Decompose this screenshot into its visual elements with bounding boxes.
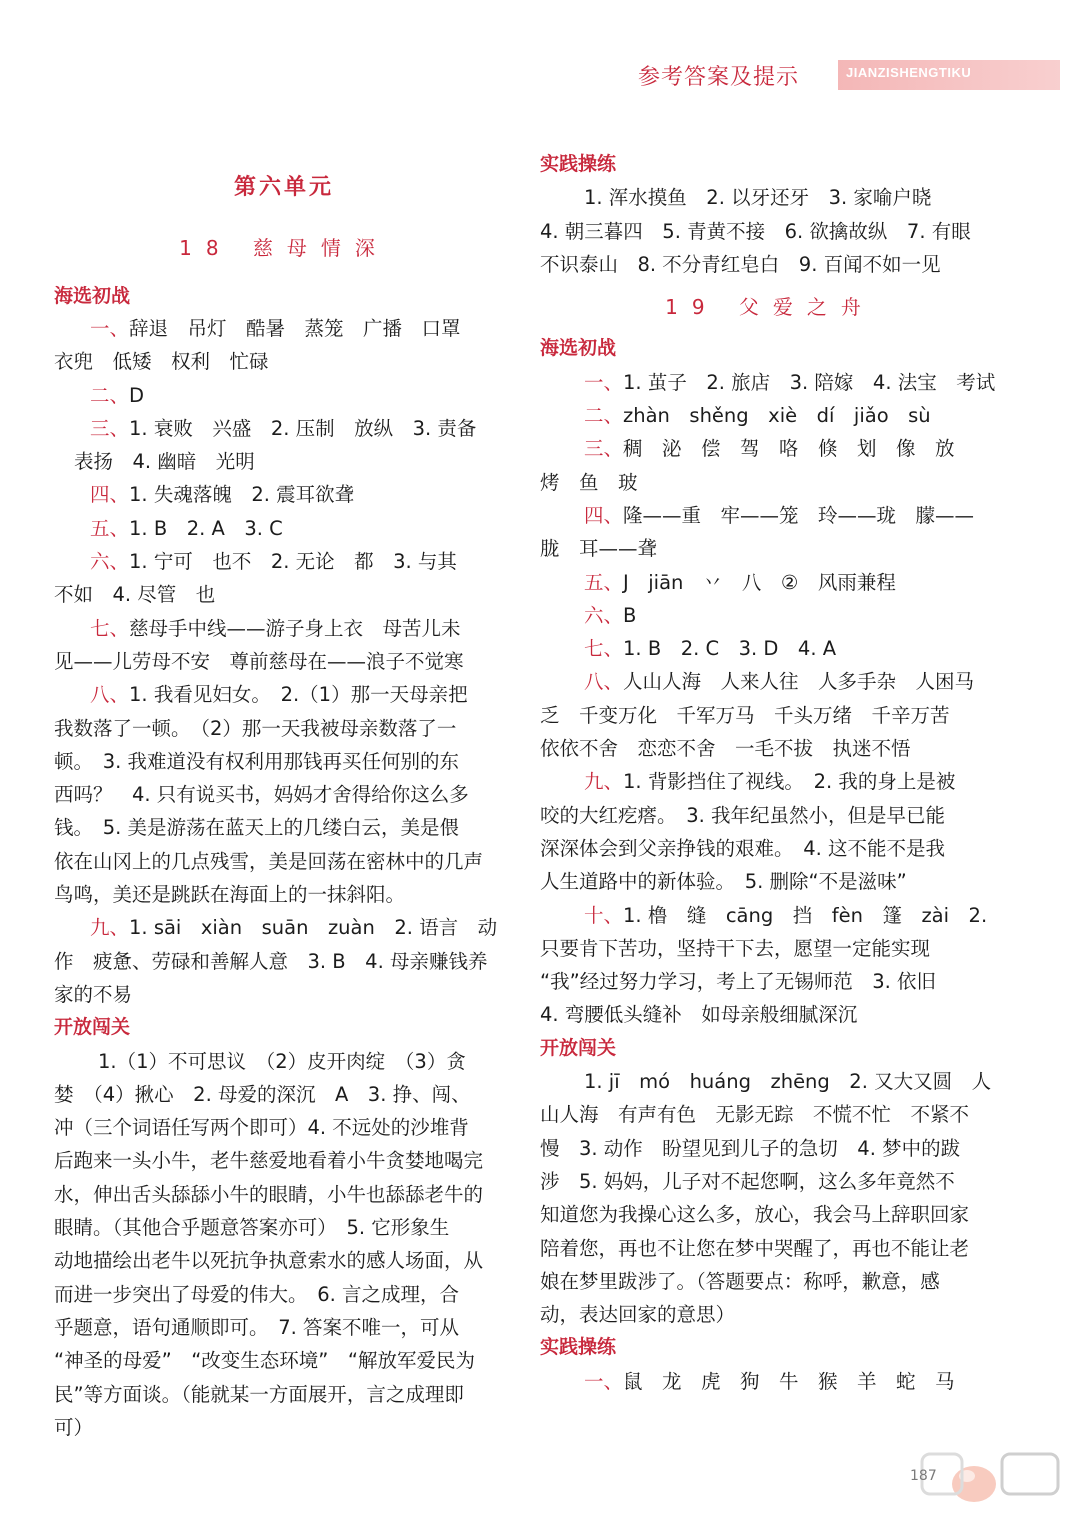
answer-line: 三、稠 泌 偿 驾 咯 倏 划 像 放 — [584, 437, 955, 461]
answer-line: 九、1. sāi xiàn suān zuàn 2. 语言 动 — [90, 916, 498, 940]
answer-line: 乎题意，语句通顺即可。 7. 答案不唯一，可从 — [54, 1315, 460, 1339]
lesson-19-title: 19 父爱之舟 — [665, 295, 875, 320]
answer-line: 一、1. 茧子 2. 旅店 3. 陪嫁 4. 法宝 考试 — [584, 370, 996, 394]
answer-line: 见——儿劳母不安 尊前慈母在——浪子不觉寒 — [54, 649, 464, 673]
answer-line: 二、D — [90, 383, 145, 407]
answer-line: 1.（1）不可思议 （2）皮开肉绽 （3）贪 — [98, 1049, 466, 1073]
answer-line: 五、1. B 2. A 3. C — [90, 516, 283, 540]
header-title: 参考答案及提示 — [638, 65, 800, 90]
answer-line: 而进一步突出了母爱的伟大。 6. 言之成理，合 — [54, 1282, 460, 1306]
answer-line: 陪着您，再也不让您在梦中哭醒了，再也不能让老 — [540, 1236, 970, 1260]
answer-line: 家的不易 — [54, 982, 133, 1006]
answer-line: 人生道路中的新体验。 5. 删除“不是滋味” — [540, 870, 907, 894]
answer-line: 乏 千变万化 千军万马 千头万绪 千辛万苦 — [540, 703, 950, 727]
page-header — [0, 58, 1080, 92]
left-section-heading-2: 开放闯关 — [54, 1016, 131, 1039]
lesson-18-title: 18 慈母情深 — [179, 236, 389, 260]
answer-line: 七、1. B 2. C 3. D 4. A — [584, 637, 837, 661]
answer-line: 涉 5. 妈妈，儿子对不起您啊，这么多年竟然不 — [540, 1169, 955, 1193]
answer-line: 咬的大红疙瘩。 3. 我年纪虽然小，但是早已能 — [540, 803, 946, 827]
answer-line: 四、1. 失魂落魄 2. 震耳欲聋 — [90, 483, 355, 507]
left-column — [54, 312, 514, 1444]
right-column — [540, 148, 1000, 1398]
answer-line: 表扬 4. 幽暗 光明 — [74, 450, 255, 474]
answer-line: 作 疲惫、劳碌和善解人意 3. B 4. 母亲赚钱养 — [54, 949, 488, 973]
answer-line: “神圣的母爱” “改变生态环境” “解放军爱民为 — [54, 1349, 476, 1373]
answer-line: 一、鼠 龙 虎 狗 牛 猴 羊 蛇 马 — [584, 1369, 955, 1393]
unit-title: 第六单元 — [233, 175, 334, 200]
answer-line: 六、1. 宁可 也不 2. 无论 都 3. 与其 — [90, 550, 457, 574]
answer-line: 八、人山人海 人来人往 人多手杂 人困马 — [584, 670, 975, 694]
answer-line: 六、B — [584, 603, 637, 627]
answer-line: 九、1. 背影挡住了视线。 2. 我的身上是被 — [584, 770, 956, 794]
right-section-heading-4: 实践操练 — [540, 1336, 617, 1359]
answer-line: 水，伸出舌头舔舔小牛的眼睛，小牛也舔舔老牛的 — [54, 1182, 484, 1206]
answer-line: 五、J jiān 丷 八 ② 风雨兼程 — [584, 570, 896, 594]
right-section-heading-2: 海选初战 — [540, 337, 617, 360]
header-band-text: JIANZISHENGTIKU — [846, 65, 972, 80]
answer-line: 依依不舍 恋恋不舍 一毛不拔 执迷不悟 — [540, 737, 911, 761]
answer-line: 西吗？ 4. 只有说买书，妈妈才舍得给你这么多 — [54, 783, 469, 807]
answer-line: 衣兜 低矮 权利 忙碌 — [54, 350, 269, 374]
answer-line: “我”经过努力学习，考上了无锡师范 3. 依旧 — [540, 970, 937, 994]
answer-line: 二、zhàn shěng xiè dí jiǎo sù — [584, 404, 931, 428]
answer-line: 七、慈母手中线——游子身上衣 母苦儿未 — [90, 616, 461, 640]
right-section-heading-3: 开放闯关 — [540, 1036, 617, 1059]
answer-line: 只要肯下苦功，坚持干下去，愿望一定能实现 — [540, 936, 931, 960]
right-section-heading-1: 实践操练 — [540, 153, 617, 175]
answer-line: 娘在梦里跋涉了。（答题要点：称呼，歉意，感 — [540, 1269, 940, 1293]
answer-line: 顿。 3. 我难道没有权利用那钱再买任何别的东 — [54, 749, 460, 773]
answer-line: 十、1. 橹 缝 cāng 挡 fèn 篷 zài 2. — [584, 903, 988, 927]
answer-line: 烤 鱼 玻 — [540, 470, 638, 494]
answer-line: 动地描绘出老牛以死抗争执意索水的感人场面，从 — [54, 1249, 484, 1273]
answer-line: 四、隆——重 牢——笼 玲——珑 朦—— — [584, 503, 975, 527]
answer-line: 4. 弯腰低头缝补 如母亲般细腻深沉 — [540, 1003, 858, 1027]
answer-line: 山人海 有声有色 无影无踪 不慌不忙 不紧不 — [540, 1103, 970, 1127]
answer-line: 民”等方面谈。（能就某一方面展开，言之成理即 — [54, 1382, 464, 1406]
answer-line: 1. jī mó huáng zhēng 2. 又大又圆 人 — [584, 1070, 992, 1094]
answer-line: 不如 4. 尽管 也 — [54, 583, 216, 607]
answer-line: 胧 耳——聋 — [540, 537, 658, 561]
left-section-heading-1: 海选初战 — [54, 285, 131, 307]
page-number: 187 — [910, 1468, 937, 1484]
answer-line: 婪 （4）揪心 2. 母爱的深沉 A 3. 挣、闯、 — [54, 1082, 471, 1106]
answer-line: 鸟鸣，美还是跳跃在海面上的一抹斜阳。 — [54, 883, 406, 907]
answer-line: 4. 朝三暮四 5. 青黄不接 6. 欲擒故纵 7. 有眼 — [540, 219, 971, 243]
answer-line: 可） — [54, 1415, 94, 1439]
answer-line: 我数落了一顿。 （2）那一天我被母亲数落了一 — [54, 716, 457, 740]
answer-line: 三、1. 衰败 兴盛 2. 压制 放纵 3. 责备 — [90, 416, 477, 440]
answer-line: 深深体会到父亲挣钱的艰难。 4. 这不能不是我 — [540, 836, 946, 860]
answer-line: 动，表达回家的意思） — [540, 1303, 736, 1327]
answer-line: 不识泰山 8. 不分青红皂白 9. 百闻不如一见 — [540, 252, 941, 276]
answer-line: 眼睛。（其他合乎题意答案亦可） 5. 它形象生 — [54, 1216, 450, 1240]
answer-line: 钱。 5. 美是游荡在蓝天上的几缕白云，美是偎 — [54, 816, 460, 840]
answer-line: 1. 浑水摸鱼 2. 以牙还牙 3. 家喻户晓 — [584, 186, 932, 210]
header-band — [838, 60, 1060, 90]
answer-line: 冲（三个词语任写两个即可）4. 不远处的沙堆背 — [54, 1116, 469, 1140]
answer-line: 一、辞退 吊灯 酷暑 蒸笼 广播 口罩 — [90, 317, 461, 340]
answer-line: 慢 3. 动作 盼望见到儿子的急切 4. 梦中的跋 — [540, 1136, 961, 1160]
answer-line: 依在山冈上的几点残雪，美是回荡在密林中的几声 — [54, 849, 484, 873]
answer-line: 知道您为我操心这么多，放心，我会马上辞职回家 — [540, 1203, 970, 1227]
answer-line: 八、1. 我看见妇女。 2.（1）那一天母亲把 — [90, 683, 468, 707]
answer-line: 后跑来一头小牛，老牛慈爱地看着小牛贪婪地喝完 — [54, 1149, 484, 1173]
